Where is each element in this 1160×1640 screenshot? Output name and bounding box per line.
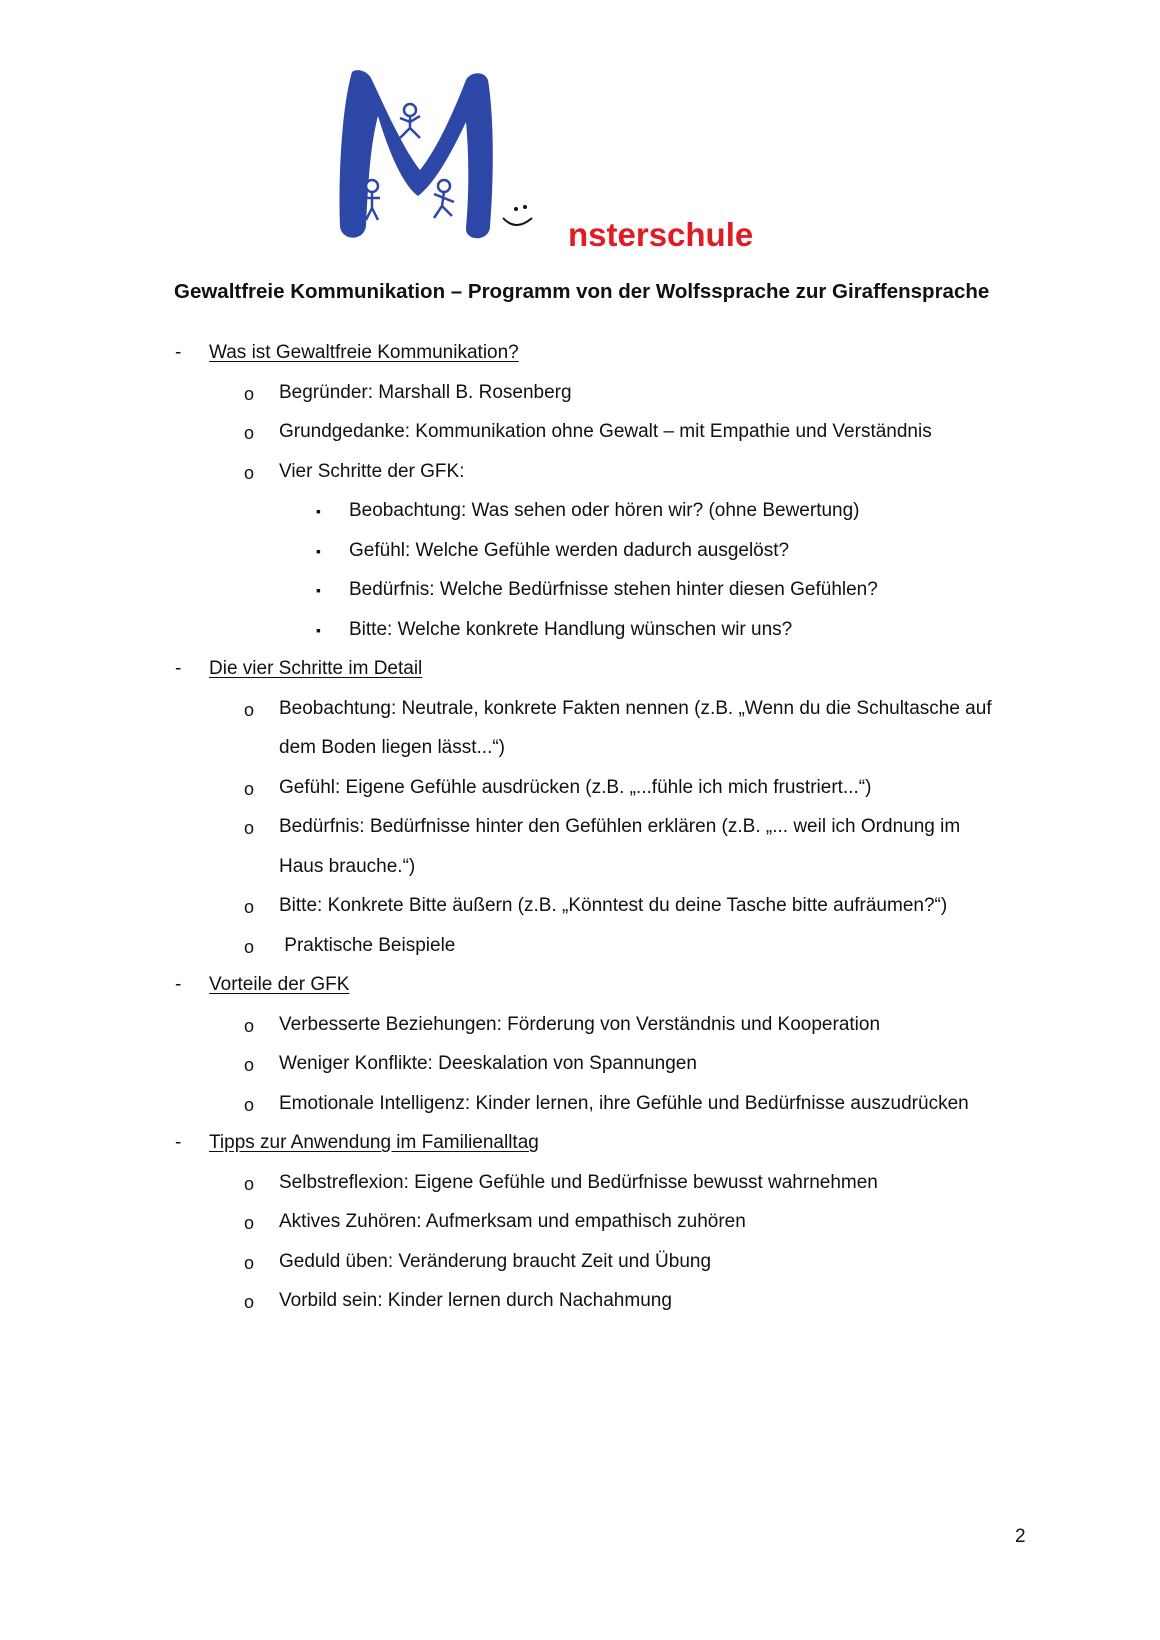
logo-wordmark: nsterschule bbox=[568, 216, 754, 253]
section-heading: - Was ist Gewaltfreie Kommunikation? bbox=[0, 338, 1160, 378]
circle-bullet-icon: o bbox=[244, 897, 255, 917]
list-item: o Geduld üben: Veränderung braucht Zeit und Übung bbox=[0, 1247, 1160, 1287]
sub-list-item: ▪ Bitte: Welche konkrete Handlung wünschen wir uns? bbox=[0, 615, 1160, 655]
circle-bullet-icon: o bbox=[244, 936, 255, 957]
list-item-continuation: dem Boden liegen lässt...“) bbox=[279, 737, 506, 758]
circle-bullet-icon: o bbox=[244, 462, 255, 483]
square-bullet-icon: ▪ bbox=[316, 621, 321, 638]
document-body bbox=[0, 338, 1160, 1326]
list-item: o Verbesserte Beziehungen: Förderung von Verständnis und Kooperation bbox=[0, 1010, 1160, 1050]
list-item: o Vorbild sein: Kinder lernen durch Nachahmung bbox=[0, 1286, 1160, 1326]
sub-list-item: ▪ Bedürfnis: Welche Bedürfnisse stehen hinter diesen Gefühlen? bbox=[0, 575, 1160, 615]
section-heading: - Die vier Schritte im Detail bbox=[0, 654, 1160, 694]
circle-bullet-icon: o bbox=[244, 1173, 255, 1194]
square-bullet-icon: ▪ bbox=[316, 503, 321, 519]
circle-bullet-icon: o bbox=[244, 1213, 255, 1233]
circle-bullet-icon: o bbox=[244, 423, 255, 443]
list-item: o Aktives Zuhören: Aufmerksam und empathisch zuhören bbox=[0, 1207, 1160, 1247]
dash-bullet: - bbox=[175, 1132, 182, 1153]
list-item: o Bitte: Konkrete Bitte äußern (z.B. „Könntest du deine Tasche bitte aufräumen?“) bbox=[0, 891, 1160, 931]
list-item: o Gefühl: Eigene Gefühle ausdrücken (z.B. „...fühle ich mich frustriert...“) bbox=[0, 773, 1160, 813]
circle-bullet-icon: o bbox=[244, 1055, 255, 1075]
list-item: o Emotionale Intelligenz: Kinder lernen, ihre Gefühle und Bedürfnisse auszudrücken bbox=[0, 1089, 1160, 1129]
sub-list-item: ▪ Gefühl: Welche Gefühle werden dadurch ausgelöst? bbox=[0, 536, 1160, 576]
sub-list-item: ▪ Beobachtung: Was sehen oder hören wir? (ohne Bewertung) bbox=[0, 496, 1160, 536]
circle-bullet-icon: o bbox=[244, 1252, 255, 1273]
circle-bullet-icon: o bbox=[244, 1094, 255, 1115]
list-item: o Bedürfnis: Bedürfnisse hinter den Gefühlen erklären (z.B. „... weil ich Ordnung im bbox=[0, 812, 1160, 852]
list-item: o Praktische Beispiele bbox=[0, 931, 1160, 971]
circle-bullet-icon: o bbox=[244, 383, 255, 404]
square-bullet-icon: ▪ bbox=[316, 582, 321, 598]
document-title: Gewaltfreie Kommunikation – Programm von der Wolfssprache zur Giraffensprache bbox=[174, 280, 990, 303]
circle-bullet-icon: o bbox=[244, 818, 255, 838]
section-heading: - Vorteile der GFK bbox=[0, 970, 1160, 1010]
list-item: o Grundgedanke: Kommunikation ohne Gewalt – mit Empathie und Verständnis bbox=[0, 417, 1160, 457]
section-heading: - Tipps zur Anwendung im Familienalltag bbox=[0, 1128, 1160, 1168]
square-bullet-icon: ▪ bbox=[316, 542, 321, 559]
circle-bullet-icon: o bbox=[244, 778, 255, 799]
list-item-continuation: Haus brauche.“) bbox=[279, 855, 416, 877]
list-item: o Begründer: Marshall B. Rosenberg bbox=[0, 378, 1160, 418]
circle-bullet-icon: o bbox=[244, 699, 255, 720]
child-figure-right-icon bbox=[434, 180, 454, 218]
dash-bullet: - bbox=[175, 342, 182, 363]
circle-bullet-icon: o bbox=[244, 1015, 255, 1036]
list-item: o Selbstreflexion: Eigene Gefühle und Bedürfnisse bewusst wahrnehmen bbox=[0, 1168, 1160, 1208]
list-item: o Beobachtung: Neutrale, konkrete Fakten nennen (z.B. „Wenn du die Schultasche auf bbox=[0, 694, 1160, 734]
page-number: 2 bbox=[1015, 1526, 1026, 1547]
school-logo bbox=[338, 66, 758, 256]
list-item: o Vier Schritte der GFK: bbox=[0, 457, 1160, 497]
child-figure-icon bbox=[400, 104, 420, 138]
circle-bullet-icon: o bbox=[244, 1292, 255, 1312]
dash-bullet: - bbox=[175, 974, 182, 995]
smiley-icon bbox=[503, 205, 532, 225]
list-item: o Weniger Konflikte: Deeskalation von Spannungen bbox=[0, 1049, 1160, 1089]
dash-bullet: - bbox=[175, 658, 182, 679]
letter-m-shape bbox=[340, 70, 493, 238]
